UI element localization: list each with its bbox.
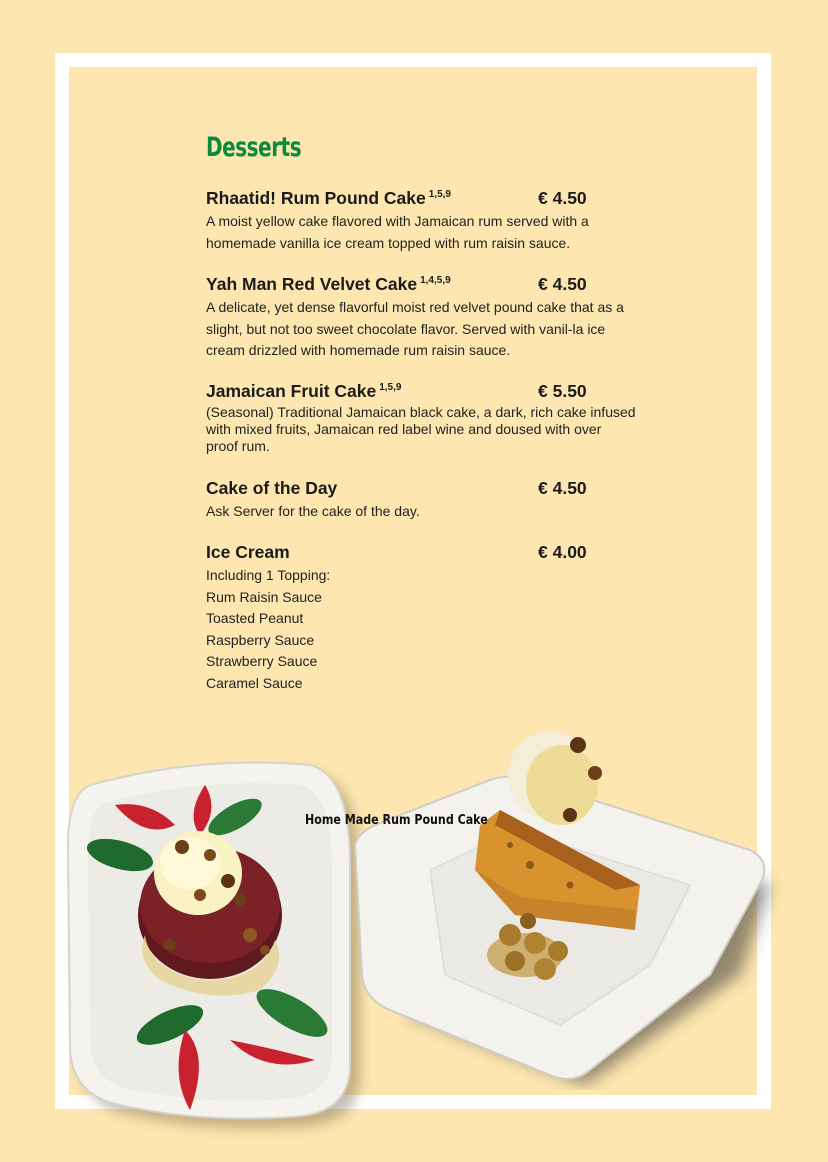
topping-item: Raspberry Sauce: [206, 631, 315, 648]
item-price: € 4.50: [538, 274, 587, 294]
topping-item: Toasted Peanut: [206, 610, 304, 626]
item-description: Including 1 Topping:: [206, 567, 331, 583]
menu-item-rum-pound-cake: [206, 188, 636, 254]
topping-item: Caramel Sauce: [206, 674, 303, 691]
rum-pound-cake-photo: [350, 725, 790, 1090]
allergen-codes: 1,5,9: [379, 382, 402, 393]
item-price: € 4.50: [538, 188, 587, 208]
allergen-codes: 1,4,5,9: [420, 275, 451, 286]
photo-caption: Home Made Rum Pound Cake: [305, 812, 488, 828]
item-name: Rhaatid! Rum Pound Cake: [206, 188, 426, 208]
item-description: (Seasonal) Traditional Jamaican black cake, a dark, rich cake infused with mixed fruits, Jamaican red label wine and doused with over proof rum.: [206, 404, 636, 454]
topping-list: [206, 587, 636, 695]
item-name: Cake of the Day: [206, 478, 338, 498]
item-name: Yah Man Red Velvet Cake: [206, 274, 418, 294]
topping-item: Strawberry Sauce: [206, 653, 318, 669]
item-description: A delicate, yet dense flavorful moist red velvet pound cake that as a slight, but not too sweet chocolate flavor. Served with vanil-la ice cream drizzled with homemade rum raisin sauce.: [206, 299, 624, 358]
section-heading: Desserts: [206, 132, 302, 163]
item-name: Jamaican Fruit Cake: [206, 381, 377, 401]
menu-item-jamaican-fruit-cake: [206, 381, 636, 455]
allergen-codes: 1,5,9: [428, 189, 451, 200]
item-description: Ask Server for the cake of the day.: [206, 503, 420, 519]
topping-item: Rum Raisin Sauce: [206, 588, 322, 605]
menu-item-ice-cream: [206, 542, 636, 694]
item-price: € 4.50: [538, 478, 587, 498]
menu-item-red-velvet-cake: [206, 274, 636, 362]
item-name: Ice Cream: [206, 542, 290, 562]
item-price: € 5.50: [538, 381, 587, 401]
item-description: A moist yellow cake flavored with Jamaican rum served with a homemade vanilla ice cream topped with rum raisin sauce.: [206, 213, 589, 251]
menu-item-cake-of-the-day: [206, 478, 636, 523]
item-price: € 4.00: [538, 542, 587, 562]
